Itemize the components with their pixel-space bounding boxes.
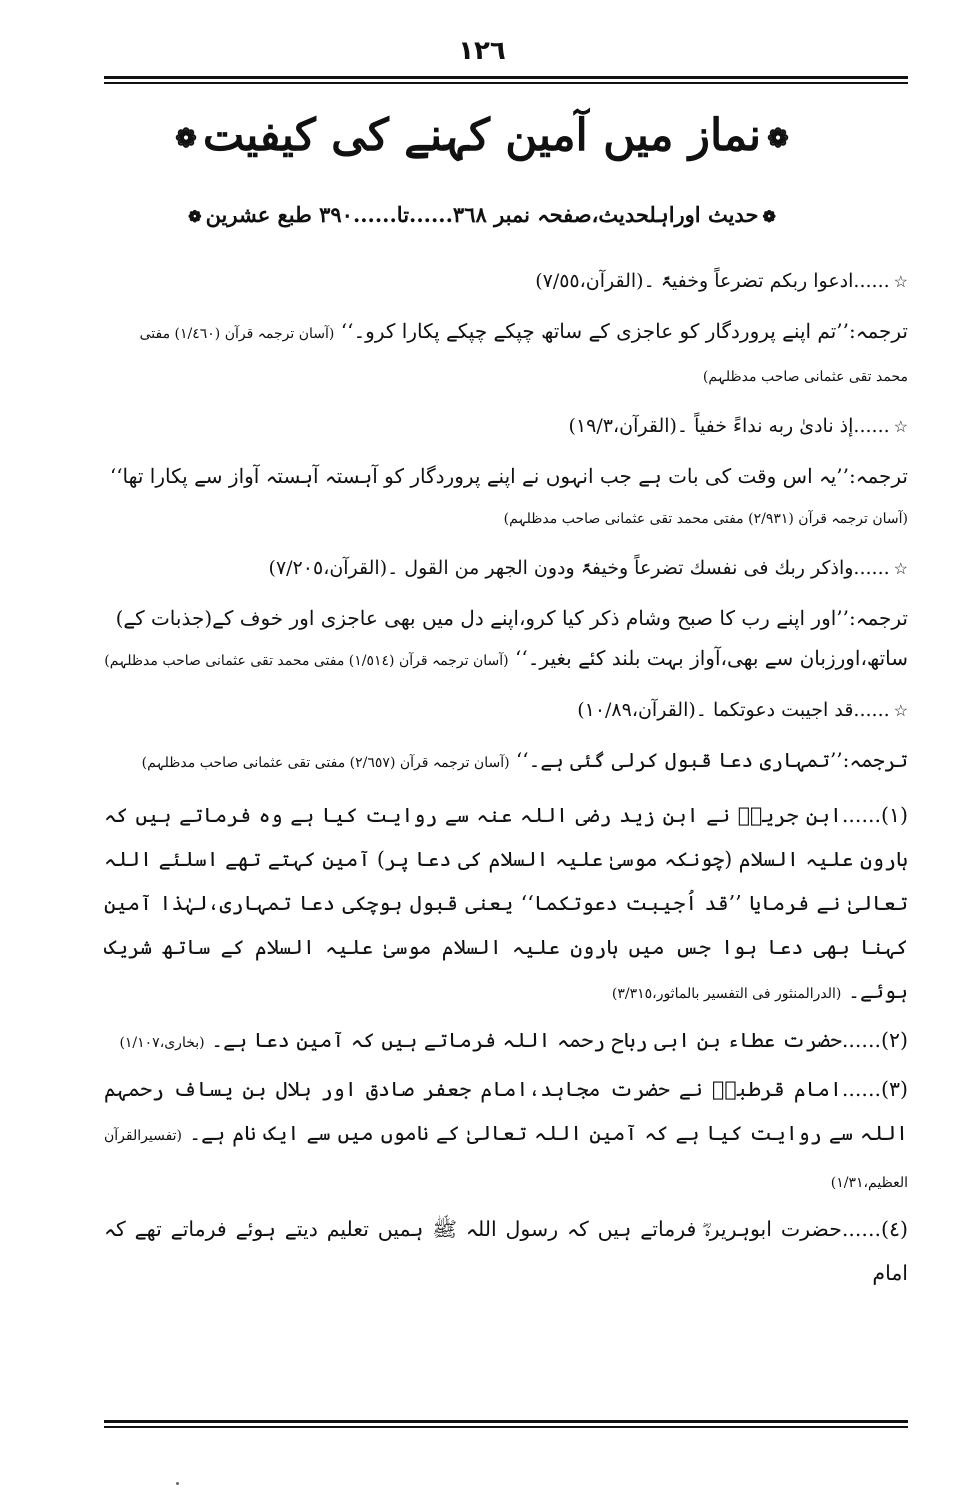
- top-divider: [104, 76, 908, 84]
- verse-translation: [104, 598, 908, 681]
- subtitle-ornament-left-icon: ❁: [188, 207, 202, 226]
- star-icon: ☆: [893, 272, 908, 291]
- item-reference: (تفسیرالقرآن العظیم،١/٣١): [104, 1128, 908, 1191]
- star-icon: ☆: [893, 417, 908, 436]
- subtitle-text: حدیث اوراہلحدیث،صفحہ نمبر ٣٦٨......تا......٣٩٠ طبع عشرین: [205, 202, 759, 227]
- verse-text: ......واذکر ربك فی نفسك تضرعاً وخیفۃً ودون الجھر من القول ۔(القرآن،٧/٢٠٥): [268, 557, 890, 579]
- numbered-item: [104, 793, 908, 1016]
- star-icon: ☆: [893, 701, 908, 720]
- verse-text: ......إذ نادیٰ ربه نداءً خفیاً ۔(القرآن،١٩/٣): [568, 415, 890, 437]
- quran-verse: [104, 407, 908, 446]
- numbered-item: [104, 1067, 908, 1205]
- translation-reference: (آسان ترجمہ قرآن (٢/٩٣١) مفتی محمد تقی عثمانی صاحب مدظلہم): [503, 511, 908, 527]
- verse-text: ......قد اجیبت دعوتکما ۔(القرآن،١٠/٨٩): [577, 699, 890, 721]
- item-reference: (بخاری،١/١٠٧): [119, 1035, 205, 1051]
- bottom-divider: [104, 1420, 908, 1428]
- title-ornament-right-icon: ❁: [767, 123, 789, 154]
- verse-translation: [104, 456, 908, 539]
- page-title: [0, 106, 964, 169]
- item-text: (١)......ابن جریرؒ نے ابن زید رضی اللہ عنہ سے روایت کیا ہے وہ فرماتے ہیں کہ ہارون علیہ السلام (چونکہ موسیٰ علیہ السلام کی دعا پر) آمین کہتے تھے اسلئے اللہ تعالیٰ نے فرمایا ’’قد اُجیبت دعوتکما‘‘ یعنی قبول ہوچکی دعا تمہاری،لہٰذا آمین کہنا بھی دعا ہوا جس میں ہارون علیہ السلام موسیٰ علیہ السلام کے ساتھ شریک ہوئے۔: [104, 803, 909, 1003]
- item-text: (٤)......حضرت ابوہریرہؓ فرماتے ہیں کہ رسول اللہ ﷺ ہمیں تعلیم دیتے ہوئے فرماتے تھے کہ امام: [104, 1217, 908, 1285]
- translation-reference: (آسان ترجمہ قرآن (١/٤٦٠) مفتی محمد تقی عثمانی صاحب مدظلہم): [139, 326, 908, 385]
- numbered-item: [104, 1018, 908, 1065]
- page-number: ١٢٦: [458, 36, 506, 66]
- title-ornament-left-icon: ❁: [175, 123, 197, 154]
- translation-text: ترجمہ:’’تمہاری دعا قبول کرلی گئی ہے۔‘‘: [515, 748, 908, 772]
- page-subtitle: [0, 198, 964, 234]
- translation-reference: (آسان ترجمہ قرآن (٢/٦٥٧) مفتی تقی عثمانی صاحب مدظلہم): [141, 755, 510, 771]
- quran-verse: [104, 549, 908, 588]
- item-text: (٢)......حضرت عطاء بن ابی رباح رحمہ اللہ فرماتے ہیں کہ آمین دعا ہے۔: [211, 1028, 908, 1052]
- star-icon: ☆: [893, 559, 908, 578]
- item-text: (٣)......امام قرطبیؒ نے حضرت مجاہد،امام جعفر صادق اور ہلال بن یساف رحمہم اللہ سے روایت کیا ہے کہ آمین اللہ تعالیٰ کے ناموں میں سے ایک نام ہے۔: [104, 1077, 908, 1145]
- verse-translation: [104, 311, 908, 397]
- quran-verse: [104, 262, 908, 301]
- verse-text: ......ادعوا ربکم تضرعاً وخفیۃً ۔(القرآن،٧/٥٥): [535, 270, 890, 292]
- numbered-item: [104, 1207, 908, 1295]
- quran-verse: [104, 691, 908, 730]
- translation-reference: (آسان ترجمہ قرآن (١/٥١٤) مفتی محمد تقی عثمانی صاحب مدظلہم): [104, 653, 509, 669]
- subtitle-ornament-right-icon: ❁: [762, 207, 776, 226]
- title-text: نماز میں آمین کہنے کی کیفیت: [202, 110, 762, 161]
- translation-text: ترجمہ:’’اور اپنے رب کا صبح وشام ذکر کیا کرو،اپنے دل میں بھی عاجزی اور خوف کے(جذبات کے) ساتھ،اورزبان سے بھی،آواز بہت بلند کئے بغیر۔‘‘: [115, 606, 908, 670]
- item-reference: (الدرالمنثور فی التفسیر بالماثور،٣/٣١٥): [611, 986, 842, 1002]
- scan-speck: [176, 1482, 179, 1485]
- translation-text: ترجمہ:’’تم اپنے پروردگار کو عاجزی کے ساتھ چپکے چپکے پکارا کرو۔‘‘: [340, 319, 908, 343]
- verse-translation: [104, 740, 908, 783]
- translation-text: ترجمہ:’’یہ اس وقت کی بات ہے جب انہوں نے اپنے پروردگار کو آہستہ آہستہ آواز سے پکارا تھا‘‘: [109, 464, 908, 488]
- content-body: [104, 262, 908, 1297]
